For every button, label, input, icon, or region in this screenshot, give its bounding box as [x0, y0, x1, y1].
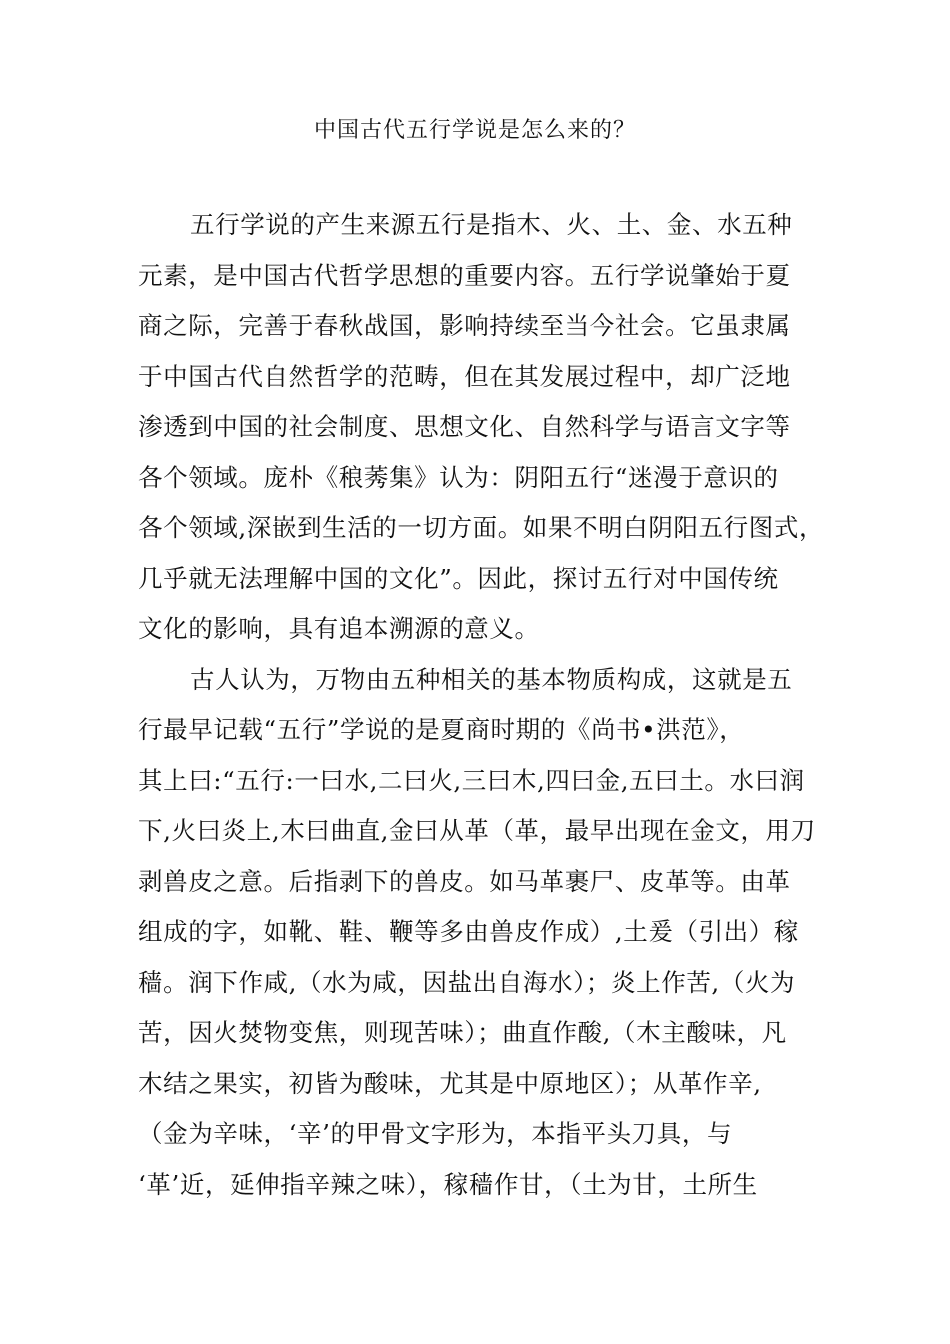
- paragraph-1-line-4: 于中国古代自然哲学的范畴，但在其发展过程中，却广泛地: [138, 361, 791, 391]
- paragraph-1-line-8: 几乎就无法理解中国的文化”。因此，探讨五行对中国传统: [138, 563, 779, 593]
- paragraph-2-line-7: 穑。润下作咸,（水为咸，因盐出自海水）；炎上作苦,（火为: [138, 967, 796, 997]
- paragraph-2-line-11: ‘革’近，延伸指辛辣之味），稼穑作甘，（土为甘，土所生: [138, 1169, 758, 1199]
- paragraph-2-line-3: 其上曰:“五行:一曰水,二曰火,三曰木,四曰金,五曰土。水曰润: [138, 765, 805, 795]
- paragraph-1-line-3: 商之际，完善于春秋战国，影响持续至当今社会。它虽隶属: [138, 311, 791, 340]
- paragraph-2-line-10: （金为辛味，‘辛’的甲骨文字形为，本指平头刀具，与: [138, 1119, 733, 1148]
- document-body: [138, 207, 825, 1217]
- paragraph-1-line-7: 各个领域,深嵌到生活的一切方面。如果不明白阴阳五行图式，: [138, 513, 825, 542]
- paragraph-1-line-2: 元素，是中国古代哲学思想的重要内容。五行学说肇始于夏: [138, 260, 791, 290]
- paragraph-1-line-5: 渗透到中国的社会制度、思想文化、自然科学与语言文字等: [138, 412, 791, 441]
- paragraph-2-line-8: 苦，因火焚物变焦，则现苦味）；曲直作酸,（木主酸味，凡: [138, 1018, 787, 1047]
- paragraph-2-line-1: 古人认为，万物由五种相关的基本物质构成，这就是五: [190, 664, 793, 694]
- paragraph-2-line-5: 剥兽皮之意。后指剥下的兽皮。如马革裹尸、皮革等。由革: [138, 866, 791, 896]
- paragraph-2-line-4: 下,火曰炎上,木曰曲直,金曰从革（革，最早出现在金文，用刀: [138, 816, 816, 845]
- paragraph-1-line-1: 五行学说的产生来源五行是指木、火、土、金、水五种: [190, 210, 793, 239]
- paragraph-2-line-6: 组成的字，如靴、鞋、鞭等多由兽皮作成）,土爰（引出）稼: [138, 917, 799, 946]
- paragraph-1-line-9: 文化的影响，具有追本溯源的意义。: [138, 614, 540, 643]
- paragraph-2-line-2: 行最早记载“五行”学说的是夏商时期的《尚书•洪范》，: [138, 715, 745, 744]
- paragraph-1-line-6: 各个领域。庞朴《稂莠集》认为：阴阳五行“迷漫于意识的: [138, 462, 779, 492]
- paragraph-2-line-9: 木结之果实，初皆为酸味，尤其是中原地区）；从革作辛,: [138, 1068, 762, 1098]
- document-title: 中国古代五行学说是怎么来的？: [313, 118, 636, 143]
